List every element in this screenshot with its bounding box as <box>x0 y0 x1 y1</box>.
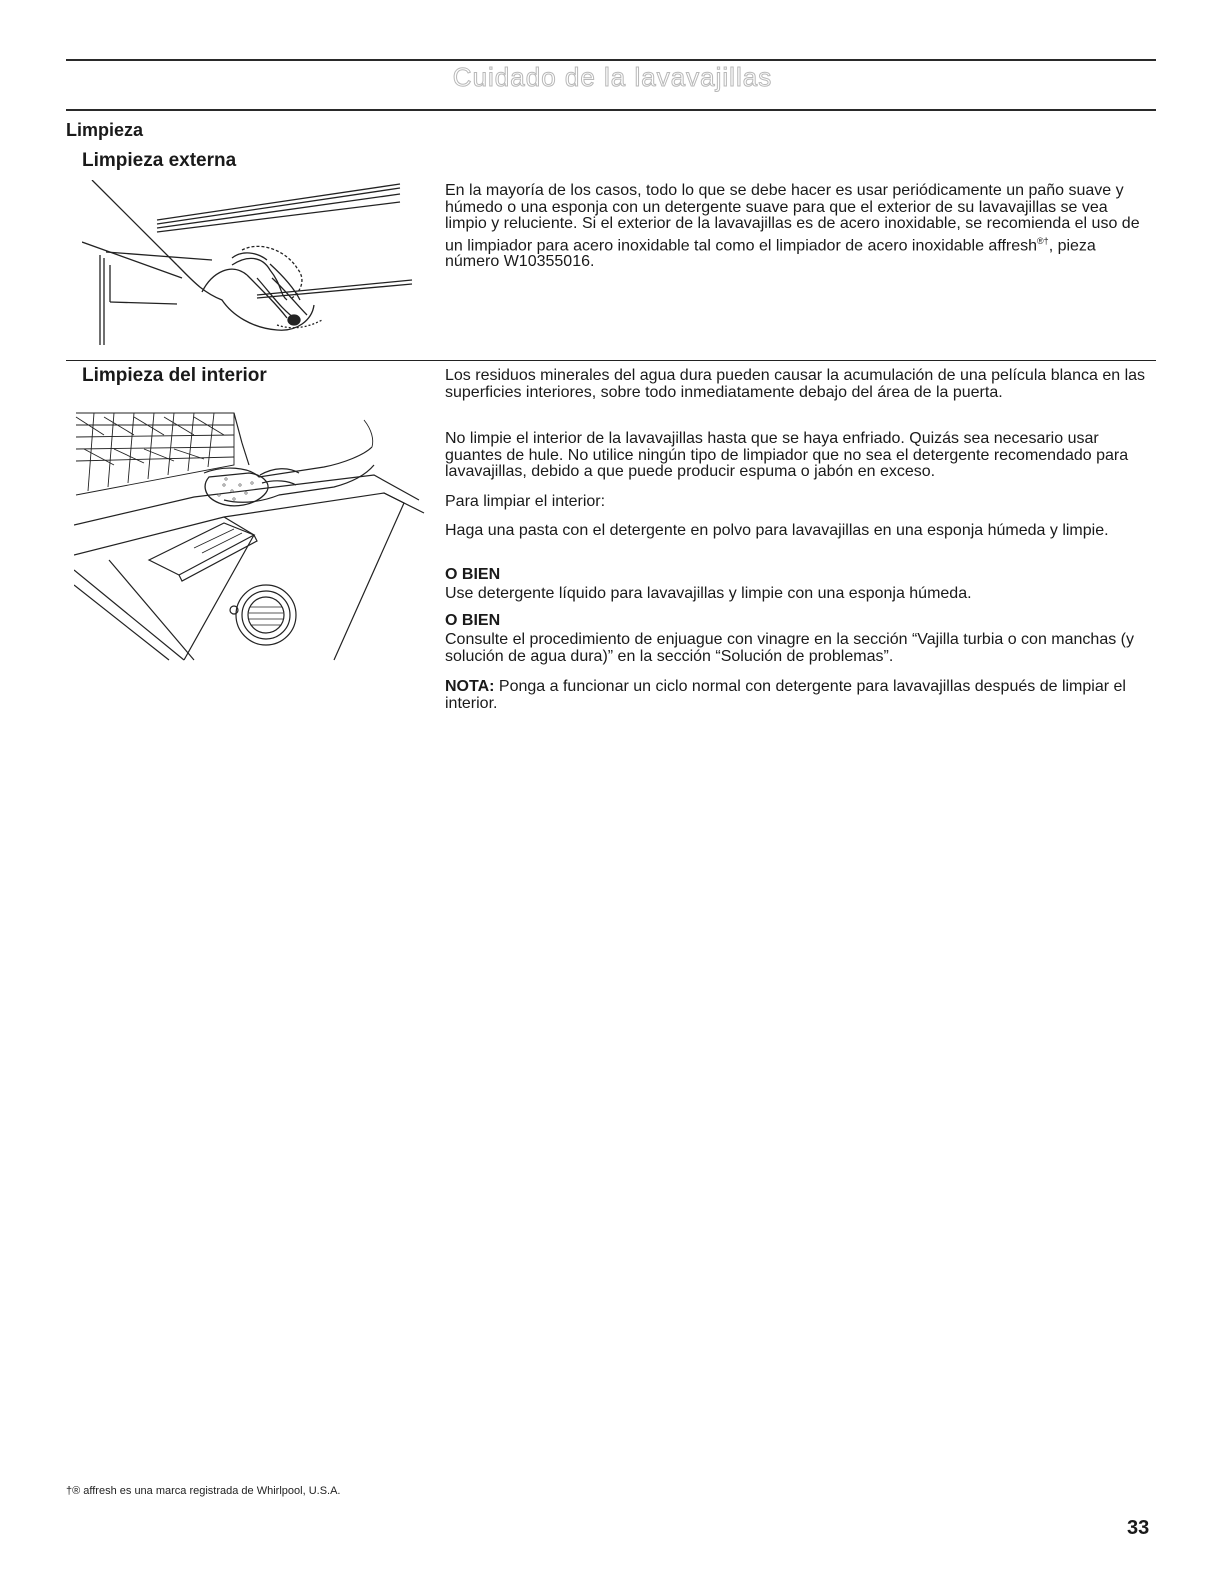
interior-paragraph-1: Los residuos minerales del agua dura pueden causar la acumulación de una película blanca en las superficies interiores, sobre todo inmediatamente debajo del área de la puerta. <box>445 367 1146 401</box>
interior-paragraph-3: Para limpiar el interior: <box>445 493 606 510</box>
page-number: 33 <box>1127 1517 1150 1539</box>
interior-paragraph-6: Consulte el procedimiento de enjuague con vinagre en la sección “Vajilla turbia o con manchas (y solución de agua dura)” en la sección “Solución de problemas”. <box>445 631 1134 665</box>
trademark-footnote: †® affresh es una marca registrada de Whirlpool, U.S.A. <box>66 1485 341 1497</box>
interior-paragraph-4: Haga una pasta con el detergente en polvo para lavavajillas en una esponja húmeda y limpie. <box>445 522 1109 539</box>
or-label-2: O BIEN <box>445 612 501 629</box>
header-bottom-rule <box>66 109 1156 111</box>
section-heading: Limpieza <box>66 120 144 140</box>
header-top-rule <box>66 59 1156 61</box>
exterior-paragraph: En la mayoría de los casos, todo lo que se debe hacer es usar periódicamente un paño suave y húmedo o una esponja con un detergente suave para que el exterior de su lavavajillas se vea limpio y reluciente. Si el exterior de la lavavajillas es de acero inoxidable, se recomienda el uso de un limpiador para acero inoxidable tal como el limpiador de acero inoxidable affresh®†, pieza número W10355016. <box>445 182 1140 271</box>
note-text: Ponga a funcionar un ciclo normal con detergente para lavavajillas después de limpiar el interior. <box>445 678 1126 712</box>
interior-paragraph-5: Use detergente líquido para lavavajillas y limpie con una esponja húmeda. <box>445 585 972 602</box>
note-paragraph <box>445 679 1150 712</box>
exterior-cleaning-illustration <box>82 180 422 355</box>
interior-cleaning-illustration <box>74 405 434 665</box>
note-label: NOTA: <box>445 678 495 695</box>
exterior-heading: Limpieza externa <box>82 150 237 171</box>
interior-paragraph-2: No limpie el interior de la lavavajillas hasta que se haya enfriado. Quizás sea necesario usar guantes de hule. No utilice ningún tipo de limpiador que no sea el detergente recomendado para lavavajillas, debido a que puede producir espuma o jabón en exceso. <box>445 430 1129 480</box>
or-label-1: O BIEN <box>445 566 501 583</box>
page-title: Cuidado de la lavavajillas <box>452 62 773 92</box>
interior-heading: Limpieza del interior <box>82 365 267 386</box>
section-divider <box>66 360 1156 361</box>
